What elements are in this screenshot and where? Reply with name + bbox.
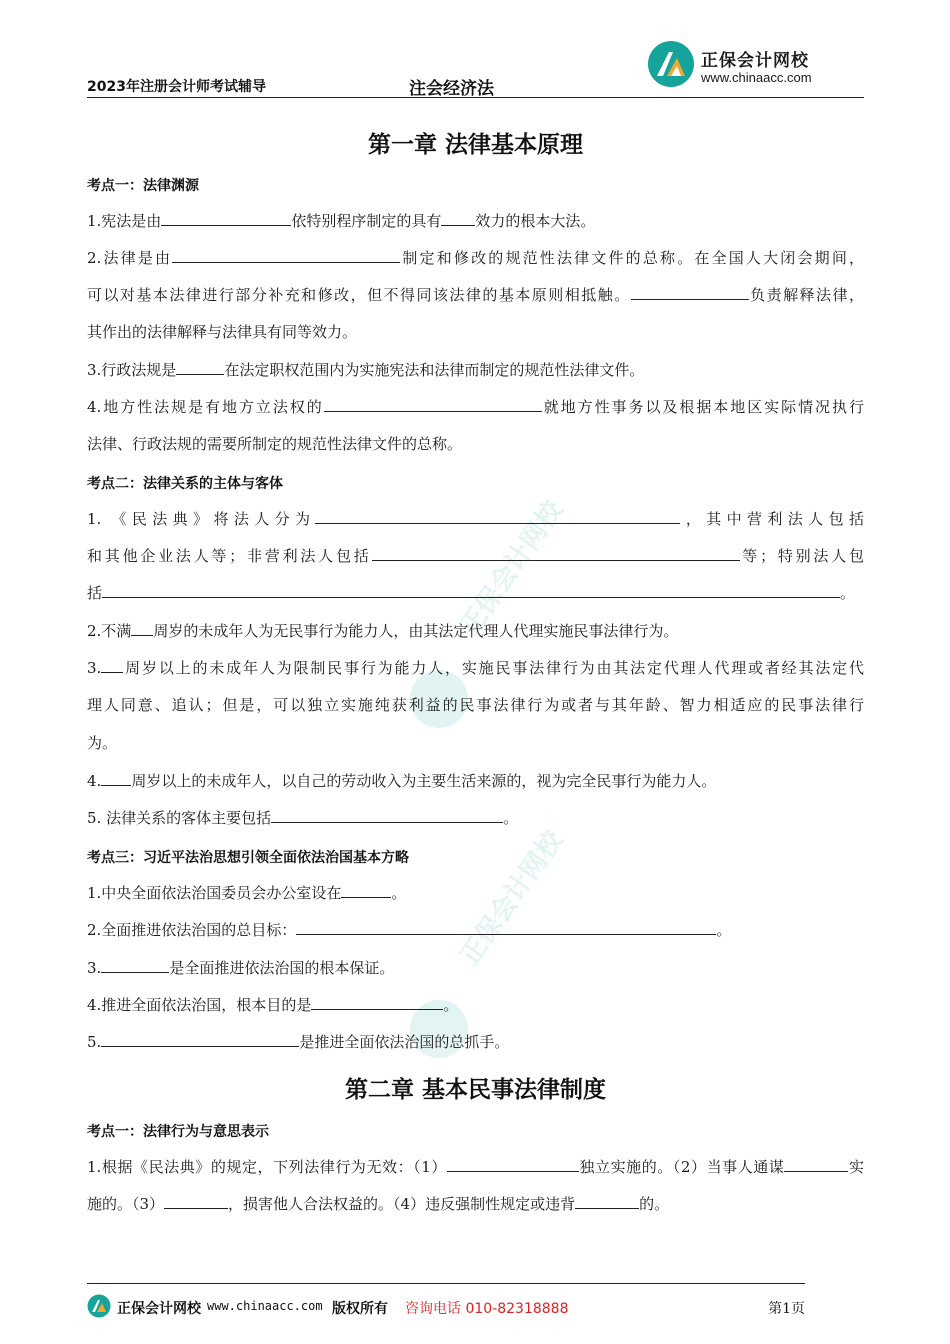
page-number: 第1页 (768, 1301, 805, 1317)
logo-name: 正保会计网校 (701, 51, 809, 71)
fill-blank[interactable] (315, 508, 680, 524)
brand-logo (647, 40, 867, 90)
question-line: 4.地方性法规是有地方立法权的 就地方性事务以及根据本地区实际情况执行 (87, 398, 864, 416)
fill-blank[interactable] (164, 1193, 228, 1209)
question-line: 2.全面推进依法治国的总目标： 。 (87, 921, 732, 939)
header-subject: 注会经济法 (409, 79, 494, 99)
question-line: 2.法律是由 制定和修改的规范性法律文件的总称。在全国人大闭会期间， (87, 249, 864, 267)
question-line: 1. 《民法典》将法人分为 ，其中营利法人包括 (87, 510, 864, 528)
fill-blank[interactable] (341, 882, 391, 898)
fill-blank[interactable] (311, 994, 443, 1010)
section-heading: 考点二：法律关系的主体与客体 (87, 476, 283, 492)
fill-blank[interactable] (102, 582, 840, 598)
question-line: 其作出的法律解释与法律具有同等效力。 (87, 323, 358, 341)
question-line: 2.不满 周岁的未成年人为无民事行为能力人，由其法定代理人代理实施民事法律行为。 (87, 622, 679, 640)
logo-url: www.chinaacc.com (701, 70, 812, 85)
fill-blank[interactable] (176, 359, 224, 375)
question-line: 4. 周岁以上的未成年人，以自己的劳动收入为主要生活来源的，视为完全民事行为能力人。 (87, 772, 717, 790)
fill-blank[interactable] (441, 210, 475, 226)
watermark-text: 正保会计网校 (454, 495, 569, 641)
question-line: 可以对基本法律进行部分补充和修改，但不得同该法律的基本原则相抵触。 负责解释法律， (87, 286, 864, 304)
footer-brand: 正保会计网校 (117, 1301, 201, 1317)
chapter-title: 第二章 基本民事法律制度 (344, 1077, 606, 1103)
question-line: 3. 周岁以上的未成年人为限制民事行为能力人，实施民事法律行为由其法定代理人代理或者经其法定代 (87, 659, 864, 677)
chapter-title: 第一章 法律基本原理 (367, 132, 583, 158)
question-line: 1.中央全面依法治国委员会办公室设在 。 (87, 884, 407, 902)
fill-blank[interactable] (131, 620, 153, 636)
watermark-text: 正保会计网校 (454, 825, 569, 971)
fill-blank[interactable] (101, 1031, 299, 1047)
question-line: 1.宪法是由 依特别程序制定的具有 效力的根本大法。 (87, 212, 596, 230)
question-line: 括 。 (87, 584, 856, 602)
question-line: 法律、行政法规的需要所制定的规范性法律文件的总称。 (87, 435, 463, 453)
fill-blank[interactable] (172, 247, 400, 263)
fill-blank[interactable] (271, 807, 503, 823)
footer-phone: 咨询电话 010-82318888 (405, 1301, 569, 1317)
question-line: 理人同意、追认；但是，可以独立实施纯获利益的民事法律行为或者与其年龄、智力相适应的民事法律行 (87, 696, 864, 714)
logo-icon (647, 40, 695, 88)
footer-site-link[interactable]: www.chinaacc.com (207, 1299, 323, 1313)
page-footer (87, 1283, 805, 1333)
section-heading: 考点一：法律行为与意思表示 (87, 1124, 269, 1140)
fill-blank[interactable] (101, 657, 123, 673)
fill-blank[interactable] (101, 770, 131, 786)
question-line: 为。 (87, 734, 118, 752)
page-header (87, 36, 864, 98)
question-line: 施的。（3） ，损害他人合法权益的。（4）违反强制性规定或违背 的。 (87, 1195, 670, 1213)
section-heading: 考点三：习近平法治思想引领全面依法治国基本方略 (87, 850, 409, 866)
footer-rights: 版权所有 (332, 1301, 388, 1317)
fill-blank[interactable] (631, 284, 749, 300)
question-line: 和其他企业法人等；非营利法人包括 等；特别法人包 (87, 547, 864, 565)
fill-blank[interactable] (101, 957, 169, 973)
fill-blank[interactable] (161, 210, 291, 226)
fill-blank[interactable] (784, 1156, 848, 1172)
header-course-title: 2023年注册会计师考试辅导 (87, 79, 266, 95)
fill-blank[interactable] (372, 545, 740, 561)
question-line: 5. 法律关系的客体主要包括 。 (87, 809, 519, 827)
question-line: 5. 是推进全面依法治国的总抓手。 (87, 1033, 510, 1051)
footer-logo-icon (87, 1294, 111, 1318)
section-heading: 考点一：法律渊源 (87, 178, 199, 194)
fill-blank[interactable] (324, 396, 542, 412)
fill-blank[interactable] (296, 919, 716, 935)
question-line: 4.推进全面依法治国，根本目的是 。 (87, 996, 459, 1014)
fill-blank[interactable] (575, 1193, 639, 1209)
question-line: 3. 是全面推进依法治国的根本保证。 (87, 959, 395, 977)
fill-blank[interactable] (447, 1156, 579, 1172)
question-line: 1.根据《民法典》的规定，下列法律行为无效：（1） 独立实施的。（2）当事人通谋 实 (87, 1158, 864, 1176)
question-line: 3.行政法规是 在法定职权范围内为实施宪法和法律而制定的规范性法律文件。 (87, 361, 645, 379)
